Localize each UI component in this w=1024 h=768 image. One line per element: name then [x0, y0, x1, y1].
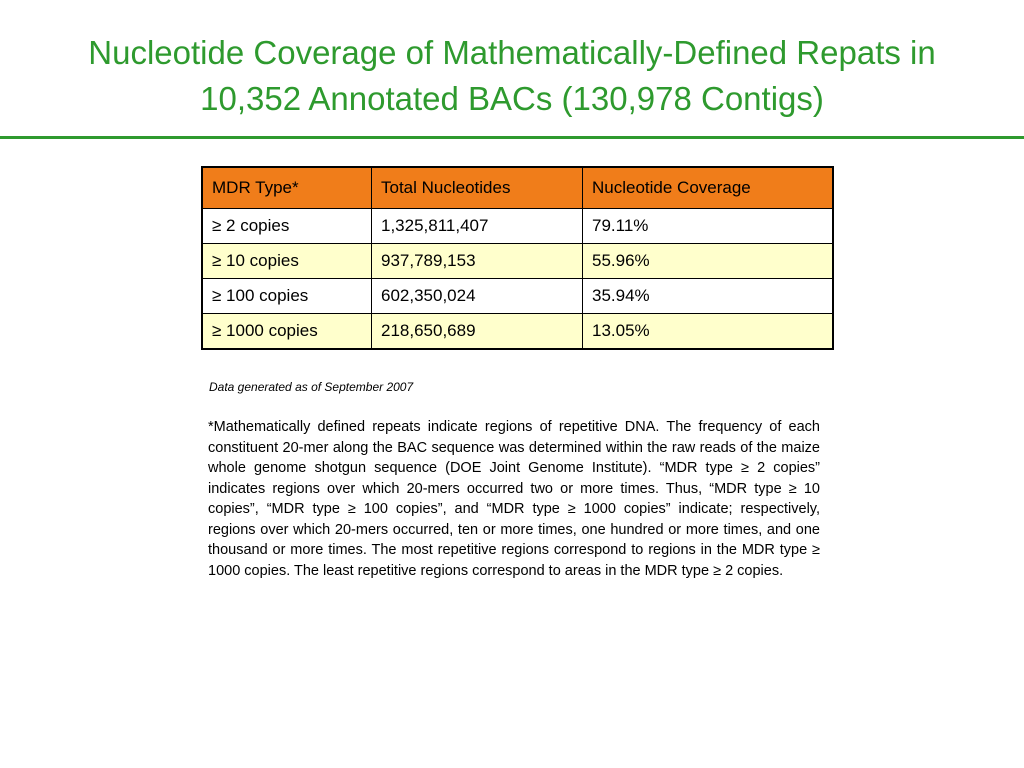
table-row — [202, 279, 833, 314]
table-header-row — [202, 167, 833, 209]
cell-total-nucleotides: 1,325,811,407 — [372, 209, 583, 244]
header-total-nucleotides: Total Nucleotides — [372, 167, 583, 209]
cell-mdr-type: ≥ 10 copies — [202, 244, 372, 279]
table-row — [202, 314, 833, 350]
slide-title-line-1: Nucleotide Coverage of Mathematically-Defined Repats in — [88, 34, 936, 71]
cell-mdr-type: ≥ 100 copies — [202, 279, 372, 314]
cell-total-nucleotides: 218,650,689 — [372, 314, 583, 350]
header-nucleotide-coverage: Nucleotide Coverage — [583, 167, 834, 209]
cell-nucleotide-coverage: 55.96% — [583, 244, 834, 279]
title-divider — [0, 136, 1024, 139]
table-row — [202, 209, 833, 244]
table-row — [202, 244, 833, 279]
cell-nucleotide-coverage: 13.05% — [583, 314, 834, 350]
data-date-note: Data generated as of September 2007 — [209, 380, 414, 394]
mdr-footnote: *Mathematically defined repeats indicate regions of repetitive DNA. The frequency of each constituent 20-mer along the BAC sequence was determined within the raw reads of the maize whole genome shotgun sequence (DOE Joint Genome Institute). “MDR type ≥ 2 copies” indicates regions over which 20-mers occurred two or more times. Thus, “MDR type ≥ 10 copies”, “MDR type ≥ 100 copies”, and “MDR type ≥ 1000 copies” indicate; respectively, regions over which 20-mers occurred, ten or more times, one hundred or more times, and one thousand or more times. The most repetitive regions correspond to regions in the MDR type ≥ 1000 copies. The least repetitive regions correspond to areas in the MDR type ≥ 2 copies. — [208, 419, 820, 579]
cell-nucleotide-coverage: 35.94% — [583, 279, 834, 314]
cell-mdr-type: ≥ 1000 copies — [202, 314, 372, 350]
slide-title-line-2: 10,352 Annotated BACs (130,978 Contigs) — [200, 80, 824, 117]
cell-nucleotide-coverage: 79.11% — [583, 209, 834, 244]
cell-total-nucleotides: 602,350,024 — [372, 279, 583, 314]
cell-total-nucleotides: 937,789,153 — [372, 244, 583, 279]
header-mdr-type: MDR Type* — [202, 167, 372, 209]
coverage-table — [201, 166, 834, 350]
slide-title — [0, 30, 1024, 122]
cell-mdr-type: ≥ 2 copies — [202, 209, 372, 244]
